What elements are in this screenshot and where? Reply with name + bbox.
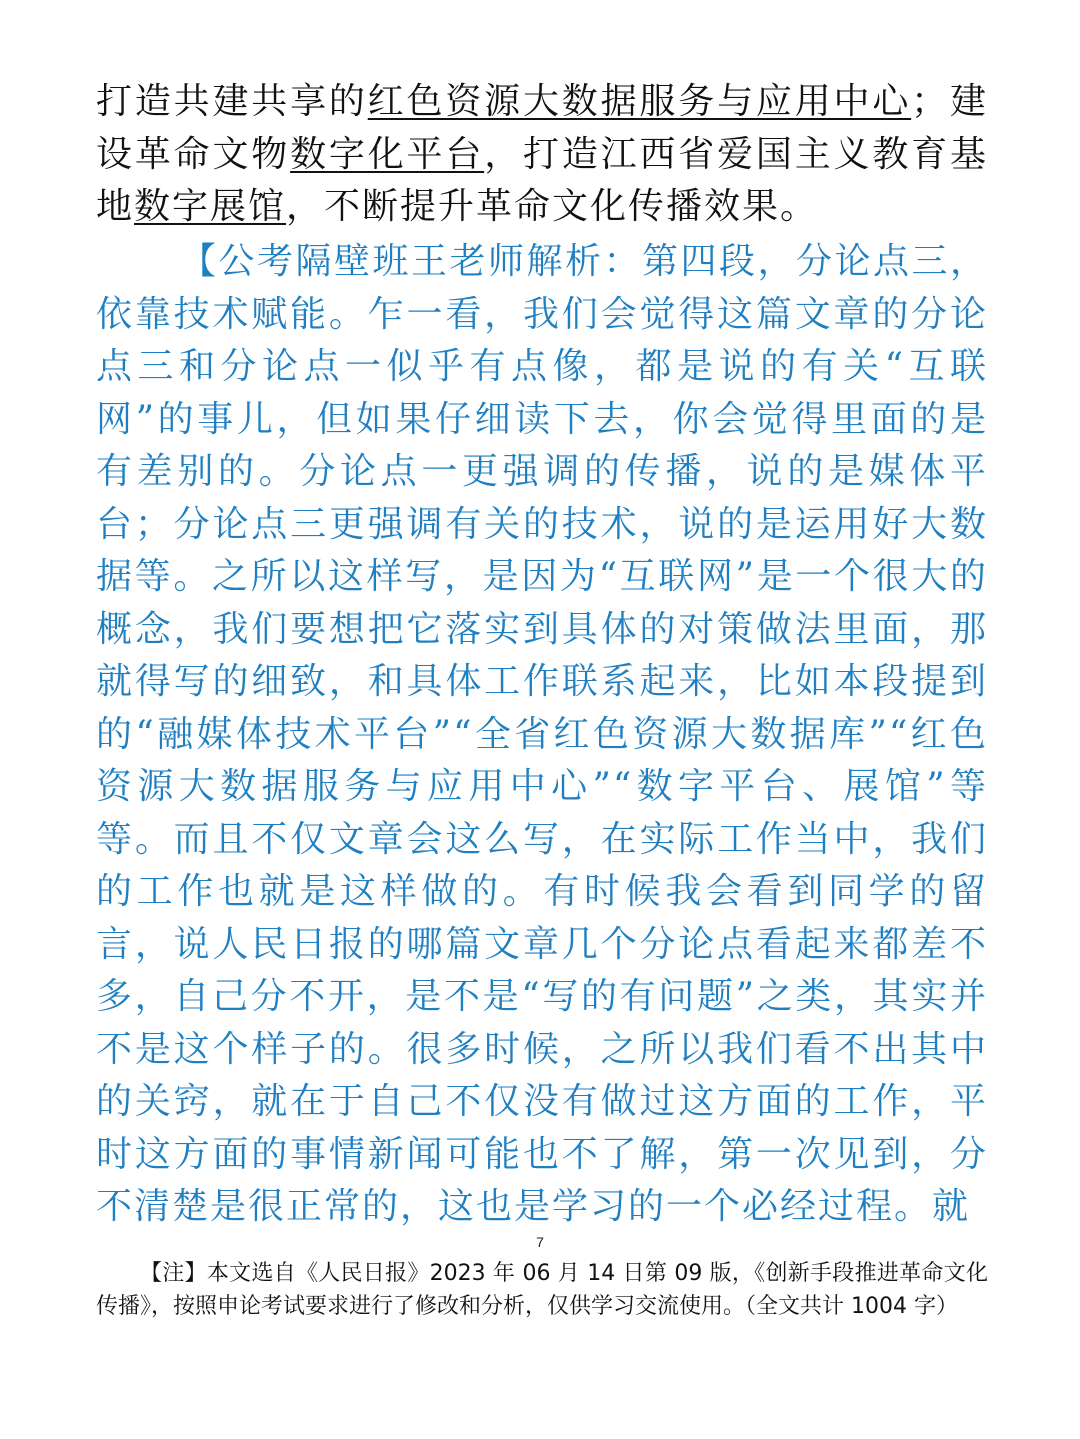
underlined-phrase-big-data-center: 红色资源大数据服务与应用中心 xyxy=(367,81,912,122)
body-paragraph xyxy=(96,76,988,234)
body-text-segment: ，打造江西省爱国主义教育基地 xyxy=(96,133,988,227)
footnote: 【注】本文选自《人民日报》2023 年 06 月 14 日第 09 版，《创新手段推进革命文化传播》，按照申论考试要求进行了修改和分析，仅供学习交流使用。（全文共计 1004 字） xyxy=(96,1261,988,1319)
body-text-segment: ；建设革命文物 xyxy=(96,81,988,175)
body-text-segment: ，不断提升革命文化传播效果。 xyxy=(286,186,819,227)
underlined-phrase-digital-platform: 数字化平台 xyxy=(290,133,485,175)
underlined-phrase-digital-exhibition-hall: 数字展馆 xyxy=(134,186,287,227)
page-number: 7 xyxy=(536,1234,544,1250)
teacher-analysis-paragraph: 【公考隔壁班王老师解析：第四段，分论点三，依靠技术赋能。乍一看，我们会觉得这篇文章的分论点三和分论点一似乎有点像，都是说的有关“互联网”的事儿，但如果仔细读下去，你会觉得里面的是有差别的。分论点一更强调的传播，说的是媒体平台；分论点三更强调有关的技术，说的是运用好大数据等。之所以这样写，是因为“互联网”是一个很大的概念，我们要想把它落实到具体的对策做法里面，那就得写的细致，和具体工作联系起来，比如本段提到的“融媒体技术平台”“全省红色资源大数据库”“红色资源大数据服务与应用中心”“数字平台、展馆”等等。而且不仅文章会这么写，在实际工作当中，我们的工作也就是这样做的。有时候我会看到同学的留言，说人民日报的哪篇文章几个分论点看起来都差不多，自己分不开，是不是“写的有问题”之类，其实并不是这个样子的。很多时候，之所以我们看不出其中的关窍，就在于自己不仅没有做过这方面的工作，平时这方面的事情新闻可能也不了解，第一次见到，分不清楚是很正常的，这也是学习的一个必经过程。就 xyxy=(96,241,988,1227)
body-text-segment: 打造共建共享的 xyxy=(96,81,368,122)
